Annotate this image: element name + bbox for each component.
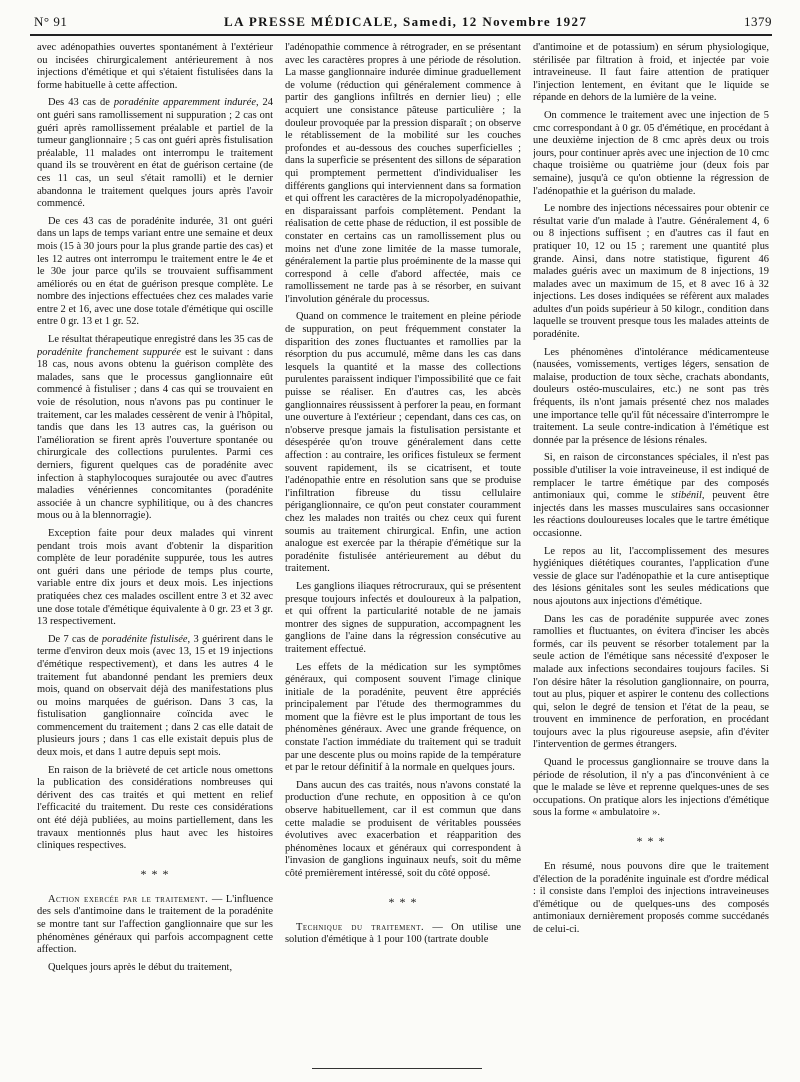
text-run: Le résultat thérapeutique enregistré dans les 35 cas de (48, 334, 273, 346)
paragraph: En raison de la brièveté de cet article nous omettons la publication des considérations nombreuses qui dérivent des cas traités et qui mettent en relief l'efficacité du traitement. Du reste ces considérations ont été déjà publiées, au moins partiellement, dans les travaux mentionnés plus haut avec les histoires cliniques respectives. (37, 764, 273, 852)
section-separator: * * * (636, 834, 666, 849)
text-run: Si, en raison de circonstances spéciales, il n'est pas possible d'utiliser la voie intraveineuse, il est indiqué de remplacer le tartre émétique par des composés antimoniaux qui, comme le (533, 452, 769, 502)
paragraph: En résumé, nous pouvons dire que le traitement d'élection de la poradénite inguinale est d'ordre médical : il consiste dans l'emploi des injections intraveineuses d'émétique ou de quelques-uns des composés antimoniaux dernièrement proposés comme succédanés de celui-ci. (533, 861, 769, 935)
journal-title: LA PRESSE MÉDICALE, Samedi, 12 Novembre 1927 (224, 14, 588, 29)
text-run: est le suivant : dans 18 cas, nous avons obtenu la guérison complète des malades, sans que le processus ganglionnaire eût commencé à fistuliser ; dans 4 cas qui se trouvaient en voie de résolution, nous n'avons pas pu continuer le traitement, car les malades cessèrent de venir à l'hôpital, tandis que dans les 13 autres cas, la guérison ou l'amélioration se firent après l'ouverture spontanée ou chirurgicale des collections purulentes. Parmi ces derniers, figurent quelques cas de poradénite avec infection à staphylocoques surajoutée ou avec d'autres maladies vénériennes concomitantes (poradénite associée à un chancre syphilitique, ou à des chancres mous ou à la blennorragie). (37, 346, 273, 522)
paragraph: Les phénomènes d'intolérance médicamenteuse (nausées, vomissements, vertiges légers, sensation de malaise, production de toux sèche, crachats abondants, douleurs ostéo-musculaires, etc.) ne sont pas très fréquents, ils n'ont jamais présenté chez nos malades une importance telle qu'il fût nécessaire d'interrompre le traitement. La seule contre-indication à l'émétique est donnée par la présence de lésions rénales. (533, 346, 769, 446)
paragraph (285, 922, 521, 947)
paragraph: Dans les cas de poradénite suppurée avec zones ramollies et fluctuantes, on évitera d'inciser les abcès formés, car ils peuvent se résorber totalement par la seule action de l'émétique sans nécessité d'exposer le malade aux infections secondaires toujours faciles. Si l'on désire hâter la résolution ganglionnaire, on pourra, tout au plus, piquer et aspirer le contenu des collections qui, selon le degré de tension et l'état de la peau, se trouvent en imminence de perforation, en procédant toujours avec la plus rigoureuse asepsie, afin d'éviter l'intervention de germes étrangers. (533, 613, 769, 751)
text-run: — On utilise une solution d'émétique à 1 pour 100 (tartrate double (285, 921, 521, 946)
paragraph: Le nombre des injections nécessaires pour obtenir ce résultat varie d'un malade à l'autre. Généralement 4, 6 ou 8 injections suffisent ; en d'autres cas il faut en pratiquer 10, 12 ou 15 ; rarement une quantité plus grande. Ainsi, dans notre statistique, figurent 46 malades guéris avec un maximum de 8 injections, 19 malades avec un maximum de 15, et 8 avec 16 à 32 injections. Les doses indiquées se réfèrent aux malades adultes d'un poids supérieur à 50 kilogr., condition dans laquelle se trouvent presque tous les malades atteints de poradénite. (533, 203, 769, 341)
section-separator: * * * (388, 894, 418, 909)
text-run: — L'influence des sels d'antimoine dans le traitement de la poradénite se montre tant sur l'affection ganglionnaire que sur les phénomènes généraux qui parfois accompagnent cette affection. (37, 893, 273, 956)
emphasis-text: poradénite fistulisée (101, 633, 188, 645)
paragraph: avec adénopathies ouvertes spontanément à l'extérieur ou incisées chirurgicalement antérieurement à nos injections d'émétique et qui s'étaient fistulisées dans la forme habituelle à cette affection. (37, 42, 273, 91)
text-run: Des 43 cas de (48, 97, 114, 109)
paragraph: Dans aucun des cas traités, nous n'avons constaté la production d'une rechute, en opposition à ce qu'on observe habituellement, car il est commun que dans cette maladie se produisent de véritables poussées évolutives avec exacerbation et réapparition des phénomènes locaux et généraux qui correspondent à l'invasion de ganglions inguinaux neufs, soit du même côté premièrement intéressé, soit du côté opposé. (285, 779, 521, 879)
column-3 (533, 42, 769, 1076)
paragraph: Quand le processus ganglionnaire se trouve dans la période de résolution, il n'y a pas d'inconvénient à ce que le malade se lève et reprenne quelques-unes de ses occupations. On pratique alors les injections d'émétique sous la forme « ambulatoire ». (533, 757, 769, 819)
paragraph: Les effets de la médication sur les symptômes généraux, qui composent souvent l'image clinique initiale de la poradénite, peuvent être appréciés principalement par l'étude des thermogrammes du moment que la fièvre est le plus important de tous les phénomènes généraux. Avec une grande fréquence, on constate l'action immédiate du traitement qui se traduit par une descente plus ou moins rapide de la température et par le retour définitif à la normale en quelques jours. (285, 661, 521, 774)
column-1 (37, 42, 273, 1076)
paragraph: d'antimoine et de potassium) en sérum physiologique, stérilisée par filtration à froid, et injectée par voie intraveineuse. Il faut faire attention de pratiquer l'injection lentement, en évitant que le liquide se répande en dehors de la lumière de la veine. (533, 42, 769, 104)
paragraph: Le repos au lit, l'accomplissement des mesures hygiéniques diététiques courantes, l'application d'une vessie de glace sur l'adénopathie et la cure antiseptique des lésions génitales sont les seules médications que nous ajoutons aux injections d'émétique. (533, 545, 769, 607)
text-run: De 7 cas de (48, 633, 102, 645)
paragraph: Quand on commence le traitement en pleine période de suppuration, on peut fréquemment constater la disparition des zones fluctuantes et ramollies par la résorption du pus accumulé, même dans les cas dans lesquels la quantité et la masse des collections purulentes paraissent indiquer l'impossibilité que ce fait puisse se réaliser. En d'autres cas, les abcès ganglionnaires réussissent à perforer la peau, en formant une ouverture à l'extérieur ; cependant, dans ces cas, on n'observe presque jamais la fistulisation persistante et désespérée qu'on trouve généralement dans cette affection : au contraire, les orifices fistuleux se ferment souvent rapidement, ils se cicatrisent, et toute l'adénopathie entre en résolution sans que se produise l'infiltration fibreuse du tissu cellulaire périganglionnaire, ce qu'on peut constater couramment chez les malades non traités ou chez ceux qui furent soumis au traitement chirurgical. Enfin, une action analogue est exercée par la thérapie d'émétique sur la poradénite fistulisée antérieurement au début du traitement. (285, 311, 521, 575)
paragraph (37, 634, 273, 760)
paragraph: l'adénopathie commence à rétrograder, en se présentant avec les caractères propres à une période de résolution. La masse ganglionnaire indurée diminue graduellement de volume (réduction qui généralement commence à partir des ganglions infiltrés en dernier lieu) ; elle acquiert une consistance pâteuse particulière ; la douleur provoquée par la pression disparaît ; on observe le rétablissement de la mobilité sur les couches profondes et au-dessous des couches superficielles ; dans la superficie se présentent des sillons de séparation qui promptement permettent d'individualiser les différents ganglions qui interviennent dans sa formation et qui offrent les caractères de la micropolyadénopathie, en disparaissant parfois complètement. Pendant la réalisation de cette phase de réduction, il est possible de constater en certains cas un ramollissement plus ou moins net d'une zone limitée de la masse tumorale, généralement la partie plus proéminente de la masse qui correspond à celle d'abord affectée, mais ce ramollissement ne tarde pas à se résorber, en suivant l'involution générale du processus. (285, 42, 521, 305)
page-header (34, 12, 772, 32)
emphasis-text: poradénite franchement suppurée (37, 346, 181, 358)
text-run: , 3 guérirent dans le terme d'environ deux mois (avec 13, 15 et 19 injections d'émétique respectivement), et dans les autres 4 le traitement fut abandonné pendant les premiers deux mois, quand on observait déjà des manifestations plus ou moins marquées de guérison. Dans 3 cas, la fistulisation ganglionnaire coïncida avec le commencement du traitement ; dans 2 cas elle datait de plusieurs jours ; dans 1 cas elle existait depuis plus de deux mois, et dans 1 autre depuis sept mois. (37, 633, 273, 759)
paragraph (533, 452, 769, 540)
emphasis-text: poradénite apparemment indurée (113, 97, 256, 109)
column-2 (285, 42, 521, 1076)
paragraph (37, 334, 273, 523)
text-run: , peuvent être injectés dans les masses musculaires sans occasionner les réactions douloureuses locales que le tartre émétique occasionne. (533, 490, 769, 539)
footer-rule (312, 1068, 482, 1069)
paragraph: De ces 43 cas de poradénite indurée, 31 ont guéri dans un laps de temps variant entre une semaine et deux mois (15 à 30 jours pour la plus grande partie des cas) et les 12 autres ont interrompu le traitement entre le 4e et le 30e jour parce qu'ils se trouvaient suffisamment améliorés ou en état de guérison presque complète. Le nombre des injections effectuées chez ces malades varie entre 2 et 16, avec une dose totale d'émétique qui oscille entre 0 gr. 13 et 1 gr. 52. (37, 215, 273, 328)
issue-number: N° 91 (34, 14, 68, 29)
section-heading: Action exercée par le traitement. (48, 893, 209, 905)
paragraph: Les ganglions iliaques rétrocruraux, qui se présentent presque toujours infectés et douloureux à la palpation, et qui offrent la particularité notable de ne jamais montrer des signes de suppuration, accompagnent les ganglions de l'aine dans la régression consécutive au traitement effectué. (285, 580, 521, 655)
paragraph: Quelques jours après le début du traitement, (48, 961, 233, 973)
paragraph: On commence le traitement avec une injection de 5 cmc correspondant à 0 gr. 05 d'émétique, en procédant à une deuxième injection de 8 cmc après deux ou trois jours, pour continuer après avec une injection de 10 cmc chaque troisième ou quatrième jour (deux fois par semaine), jusqu'à ce qu'on obtienne la régression de l'adénopathie et la guérison du malade. (533, 109, 769, 197)
text-run: , 24 ont guéri sans ramollissement ni suppuration ; 2 cas ont guéri après ramollissement préalable et partiel de la tumeur ganglionnaire ; 5 cas ont guéri après fistulisation préalable, 11 malades ont interrompu le traitement quand ils se trouvèrent en état de guérison certaine (de ces 11 cas, un seul s'était ramolli) et le dernier abandonna le traitement quelques jours après l'avoir commencé. (37, 97, 273, 210)
header-rule (30, 34, 772, 36)
paragraph (37, 894, 273, 957)
paragraph (37, 97, 273, 210)
section-separator: * * * (140, 866, 170, 881)
emphasis-text: stibénil (671, 490, 702, 502)
section-heading: Technique du traitement. (296, 921, 425, 933)
page-number: 1379 (744, 14, 772, 29)
paragraph: Exception faite pour deux malades qui vinrent pendant trois mois avant d'obtenir la disparition complète de leur poradénite suppurée, tous les autres ont guéri dans une période de temps plus courte, variable entre dix jours et deux mois. Les injections pratiquées chez ces malades oscillent entre 3 et 32 avec une dose totale d'émétique équivalente à 0 gr. 23 et 3 gr. 13 respectivement. (37, 527, 273, 628)
